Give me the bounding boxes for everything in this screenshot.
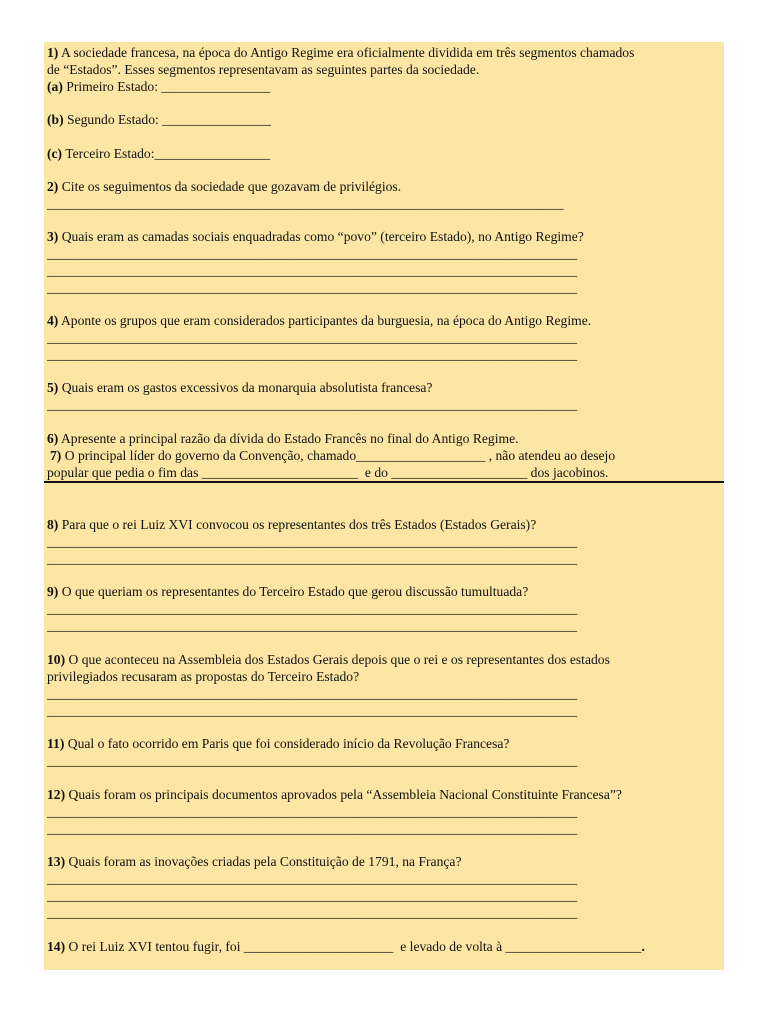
question-1-line-1 bbox=[47, 44, 634, 61]
answer-line: ______________________________________________________________________________ bbox=[47, 330, 578, 345]
question-number: 11) bbox=[47, 736, 65, 751]
answer-line: ______________________________________________________________________________ bbox=[47, 703, 578, 718]
question-1-line-2: de “Estados”. Esses segmentos representavam as seguintes partes da sociedade. bbox=[47, 62, 480, 77]
question-text: O rei Luiz XVI tentou fugir, foi ______________________ e levado de volta à ____________________ bbox=[68, 939, 642, 954]
question-number: 12) bbox=[47, 787, 66, 802]
question-number: 14) bbox=[47, 939, 66, 954]
question-10-line-1 bbox=[47, 651, 610, 668]
question-13 bbox=[47, 853, 461, 870]
question-3 bbox=[47, 228, 584, 245]
answer-line: ______________________________________________________________________________ bbox=[47, 888, 578, 903]
question-text: Para que o rei Luiz XVI convocou os representantes dos três Estados (Estados Gerais)? bbox=[61, 517, 537, 532]
item-label: (c) bbox=[47, 146, 63, 161]
question-text: Quais foram as inovações criadas pela Constituição de 1791, na França? bbox=[68, 854, 462, 869]
question-text: Quais foram os principais documentos aprovados pela “Assembleia Nacional Constituinte Francesa”? bbox=[68, 787, 622, 802]
question-11 bbox=[47, 735, 509, 752]
item-label: (b) bbox=[47, 112, 64, 127]
answer-line: ______________________________________________________________________________ bbox=[47, 246, 578, 261]
question-7-line-2: popular que pedia o fim das _______________________ e do ____________________ dos jacobinos. bbox=[47, 465, 609, 480]
answer-line: ______________________________________________________________________________ bbox=[47, 686, 578, 701]
question-number: 2) bbox=[47, 179, 59, 194]
answer-line: ______________________________________________________________________________ bbox=[47, 534, 578, 549]
question-text: O que queriam os representantes do Terceiro Estado que gerou discussão tumultuada? bbox=[61, 584, 529, 599]
question-5 bbox=[47, 379, 432, 396]
question-14 bbox=[47, 938, 645, 955]
question-number: 7) bbox=[50, 448, 62, 463]
question-text: Quais eram as camadas sociais enquadradas como “povo” (terceiro Estado), no Antigo Regime? bbox=[61, 229, 584, 244]
item-label: (a) bbox=[47, 79, 63, 94]
question-number: 13) bbox=[47, 854, 66, 869]
item-text: Segundo Estado: ________________ bbox=[67, 112, 271, 127]
answer-line: ______________________________________________________________________________ bbox=[47, 871, 578, 886]
answer-line: ______________________________________________________________________________ bbox=[47, 905, 578, 920]
item-text: Terceiro Estado:_________________ bbox=[65, 146, 271, 161]
answer-line: ______________________________________________________________________________ bbox=[47, 347, 578, 362]
answer-line: ______________________________________________________________________________ bbox=[47, 551, 578, 566]
question-number: 4) bbox=[47, 313, 59, 328]
question-number: 9) bbox=[47, 584, 59, 599]
question-text: Aponte os grupos que eram considerados participantes da burguesia, na época do Antigo Regime. bbox=[60, 313, 592, 328]
question-2 bbox=[47, 178, 401, 195]
answer-line: ______________________________________________________________________________ bbox=[47, 618, 578, 633]
question-text: Apresente a principal razão da dívida do Estado Francês no final do Antigo Regime. bbox=[60, 431, 519, 446]
question-text: Qual o fato ocorrido em Paris que foi considerado início da Revolução Francesa? bbox=[67, 736, 510, 751]
answer-line: ______________________________________________________________________________ bbox=[47, 821, 578, 836]
answer-line: ______________________________________________________________________________ bbox=[47, 397, 578, 412]
question-6 bbox=[47, 430, 519, 447]
question-7-line-1 bbox=[50, 447, 615, 464]
question-number: 1) bbox=[47, 45, 59, 60]
answer-line: ______________________________________________________________________________ bbox=[47, 804, 578, 819]
question-9 bbox=[47, 583, 528, 600]
question-number: 8) bbox=[47, 517, 59, 532]
question-number: 6) bbox=[47, 431, 59, 446]
question-text: A sociedade francesa, na época do Antigo Regime era oficialmente dividida em três segmentos chamados bbox=[60, 45, 635, 60]
answer-line: ______________________________________________________________________________ bbox=[47, 601, 578, 616]
question-number: 10) bbox=[47, 652, 66, 667]
question-text: Cite os seguimentos da sociedade que gozavam de privilégios. bbox=[61, 179, 402, 194]
answer-line: ______________________________________________________________________________ bbox=[47, 263, 578, 278]
question-10-line-2: privilegiados recusaram as propostas do Terceiro Estado? bbox=[47, 669, 360, 684]
question-8 bbox=[47, 516, 536, 533]
question-number: 3) bbox=[47, 229, 59, 244]
question-1-item-b bbox=[47, 111, 271, 128]
answer-line: ______________________________________________________________________________ bbox=[47, 753, 578, 768]
answer-line: ____________________________________________________________________________ bbox=[47, 196, 564, 211]
answer-line: ______________________________________________________________________________ bbox=[47, 280, 578, 295]
question-text: O principal líder do governo da Convenção, chamado___________________ , não atendeu ao desejo bbox=[64, 448, 616, 463]
question-number: 5) bbox=[47, 380, 59, 395]
question-1-item-c bbox=[47, 145, 270, 162]
question-end-period: . bbox=[641, 939, 645, 954]
question-12 bbox=[47, 786, 622, 803]
item-text: Primeiro Estado: ________________ bbox=[66, 79, 271, 94]
question-4 bbox=[47, 312, 591, 329]
question-text: O que aconteceu na Assembleia dos Estados Gerais depois que o rei e os representantes dos estados bbox=[68, 652, 610, 667]
question-text: Quais eram os gastos excessivos da monarquia absolutista francesa? bbox=[61, 380, 433, 395]
page-divider bbox=[44, 481, 724, 483]
question-1-item-a bbox=[47, 78, 270, 95]
